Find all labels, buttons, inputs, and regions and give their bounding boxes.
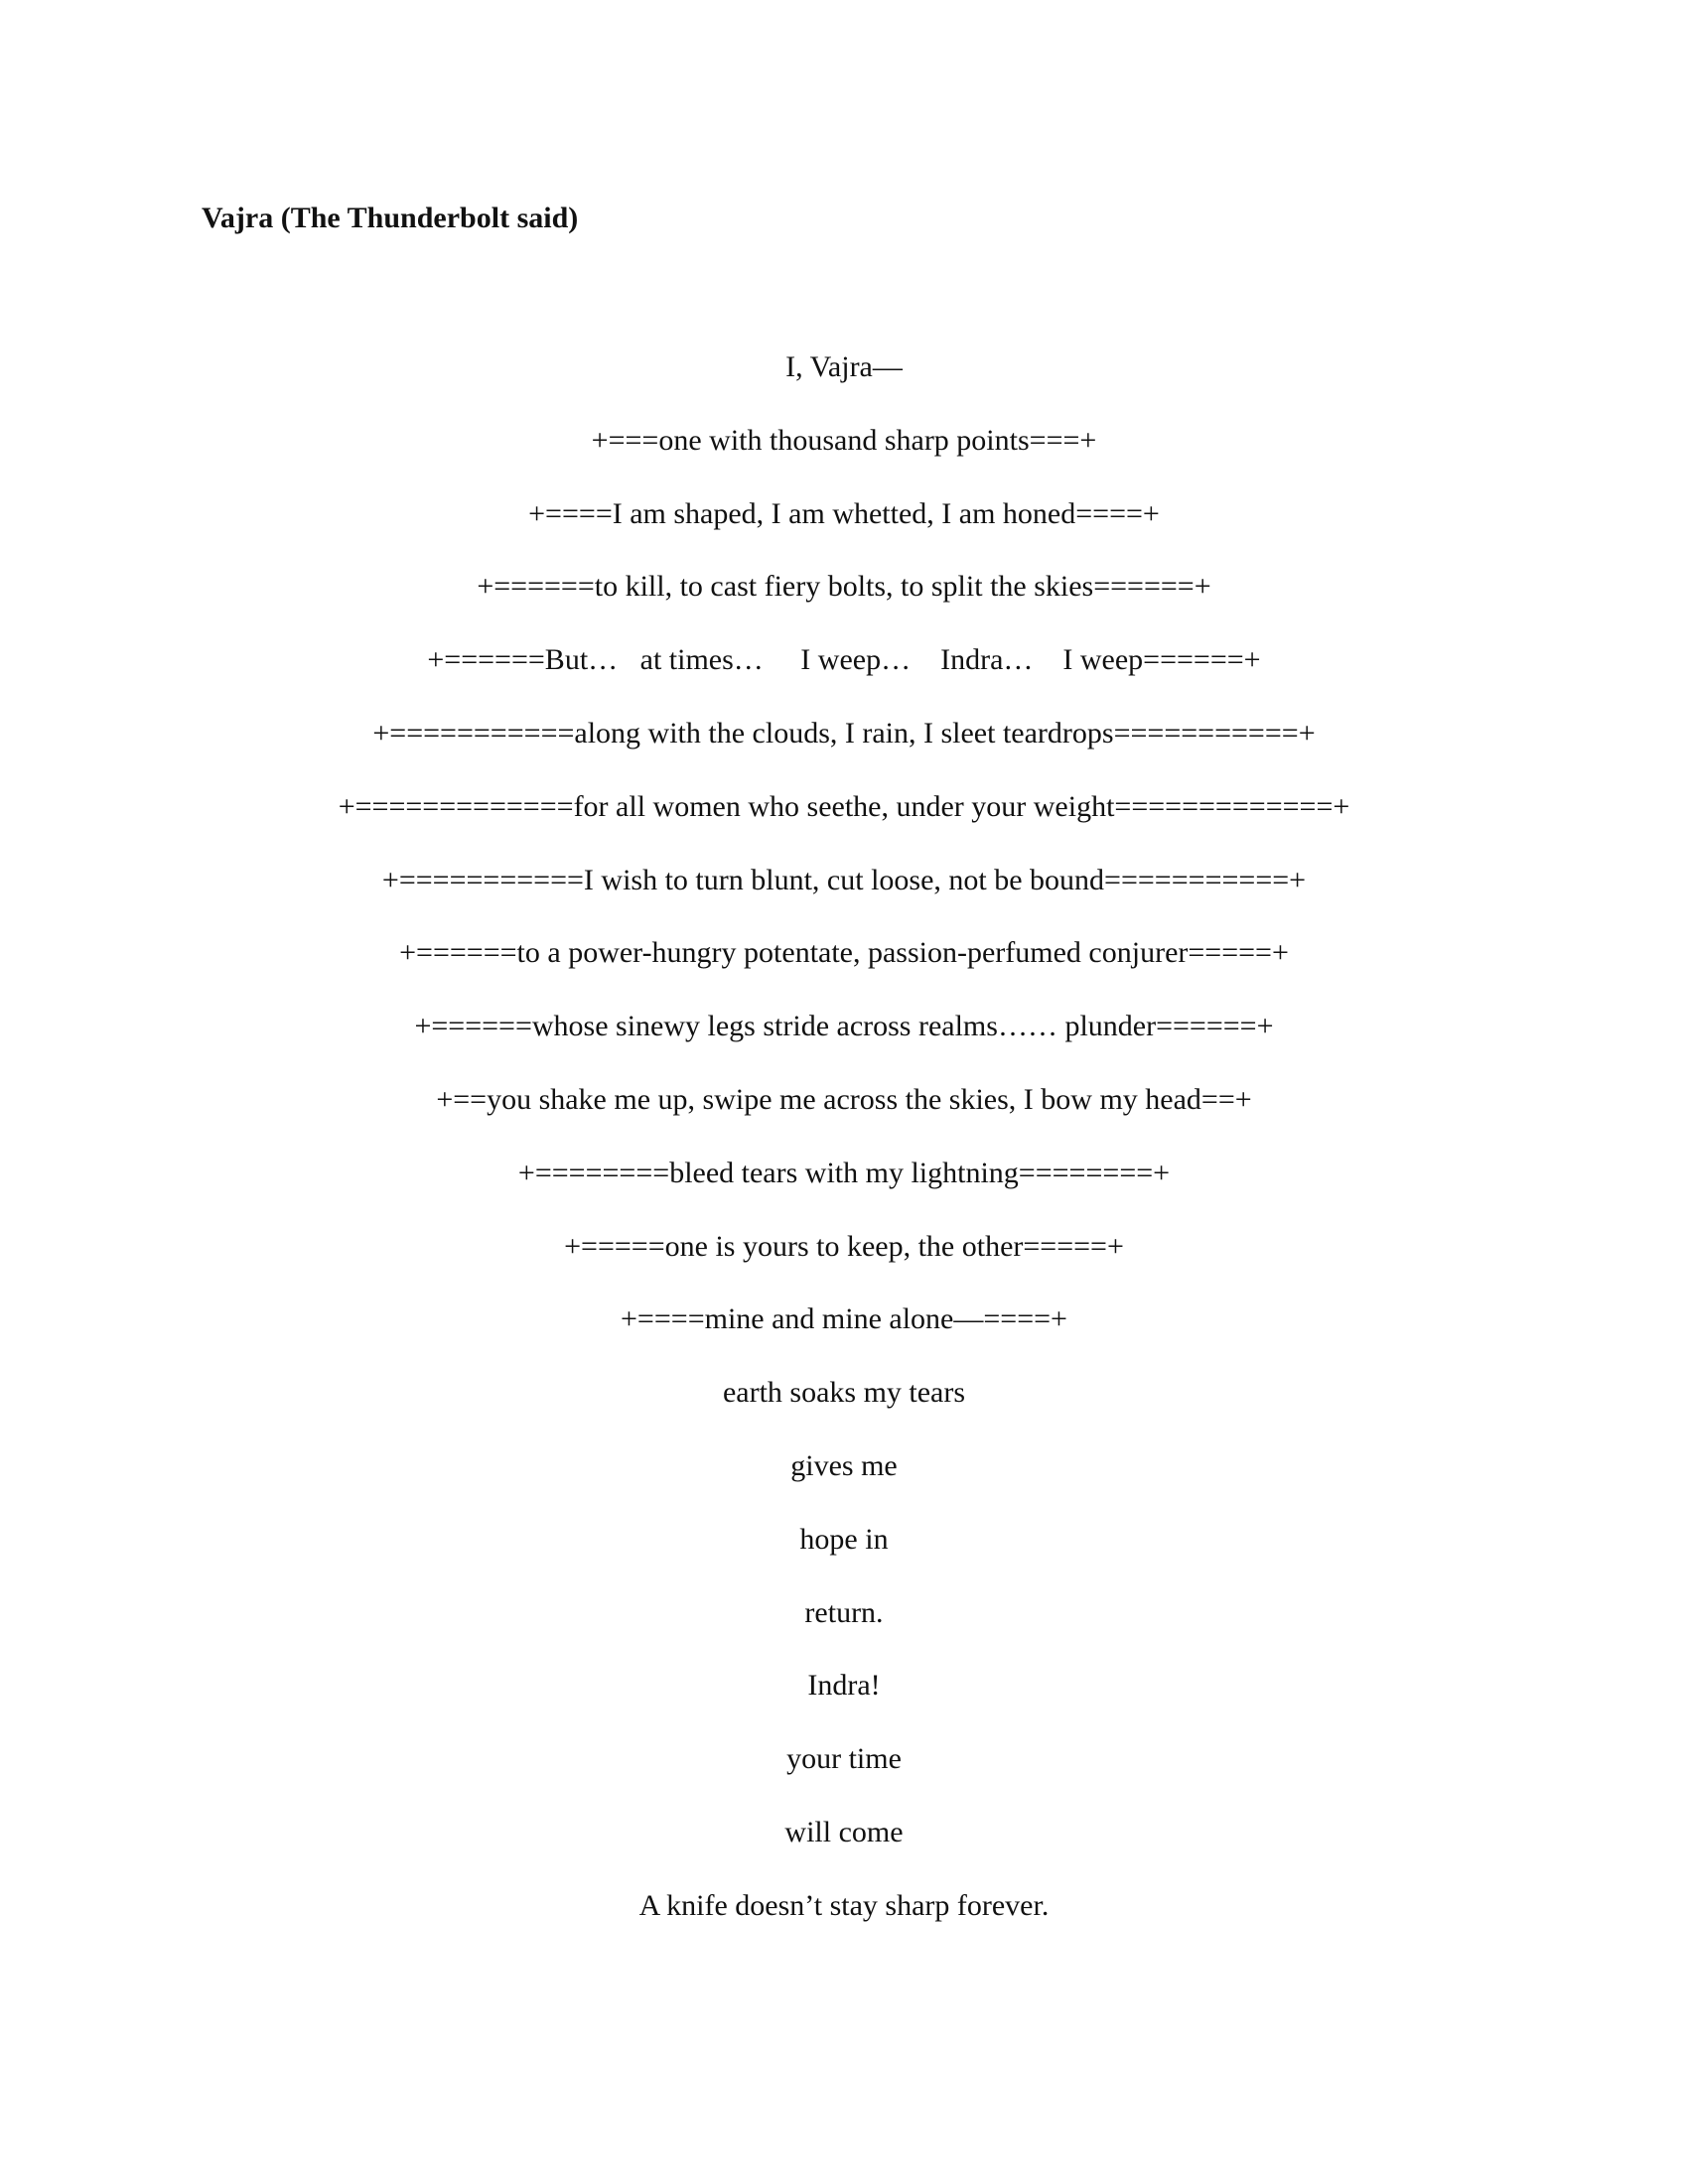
poem-title: Vajra (The Thunderbolt said) <box>202 202 579 234</box>
poem-line: return. <box>804 1595 884 1629</box>
poem-line: hope in <box>799 1522 889 1556</box>
poem-line: +====I am shaped, I am whetted, I am honed====+ <box>528 496 1160 530</box>
poem-line: +=====one is yours to keep, the other=====+ <box>564 1229 1124 1263</box>
poem-line: +===one with thousand sharp points===+ <box>591 423 1097 457</box>
poem-line: Indra! <box>807 1669 881 1703</box>
poem-line: +=============for all women who seethe, under your weight=============+ <box>338 789 1350 823</box>
poem-line: +====mine and mine alone—====+ <box>621 1302 1067 1336</box>
poem-line: +==you shake me up, swipe me across the skies, I bow my head==+ <box>436 1082 1252 1116</box>
poem-line: I, Vajra— <box>785 350 903 383</box>
poem-line: gives me <box>790 1448 898 1482</box>
poem-line: will come <box>784 1815 904 1848</box>
poem-line: your time <box>786 1742 902 1776</box>
poem-line: earth soaks my tears <box>722 1376 966 1410</box>
poem-line: +======to a power-hungry potentate, passion-perfumed conjurer=====+ <box>399 936 1289 970</box>
poem-line: +======But… at times… I weep… Indra… I weep======+ <box>427 643 1261 677</box>
poem-line: +===========I wish to turn blunt, cut loose, not be bound===========+ <box>381 863 1307 896</box>
poem-line: +===========along with the clouds, I rain, I sleet teardrops===========+ <box>372 716 1316 750</box>
poem-line: +======whose sinewy legs stride across realms…… plunder======+ <box>414 1010 1274 1043</box>
poem-line: +======to kill, to cast fiery bolts, to split the skies======+ <box>477 570 1211 604</box>
poem-line: A knife doesn’t stay sharp forever. <box>638 1888 1050 1922</box>
poem-line: +========bleed tears with my lightning========+ <box>517 1156 1171 1189</box>
poem-body <box>99 345 1589 1958</box>
